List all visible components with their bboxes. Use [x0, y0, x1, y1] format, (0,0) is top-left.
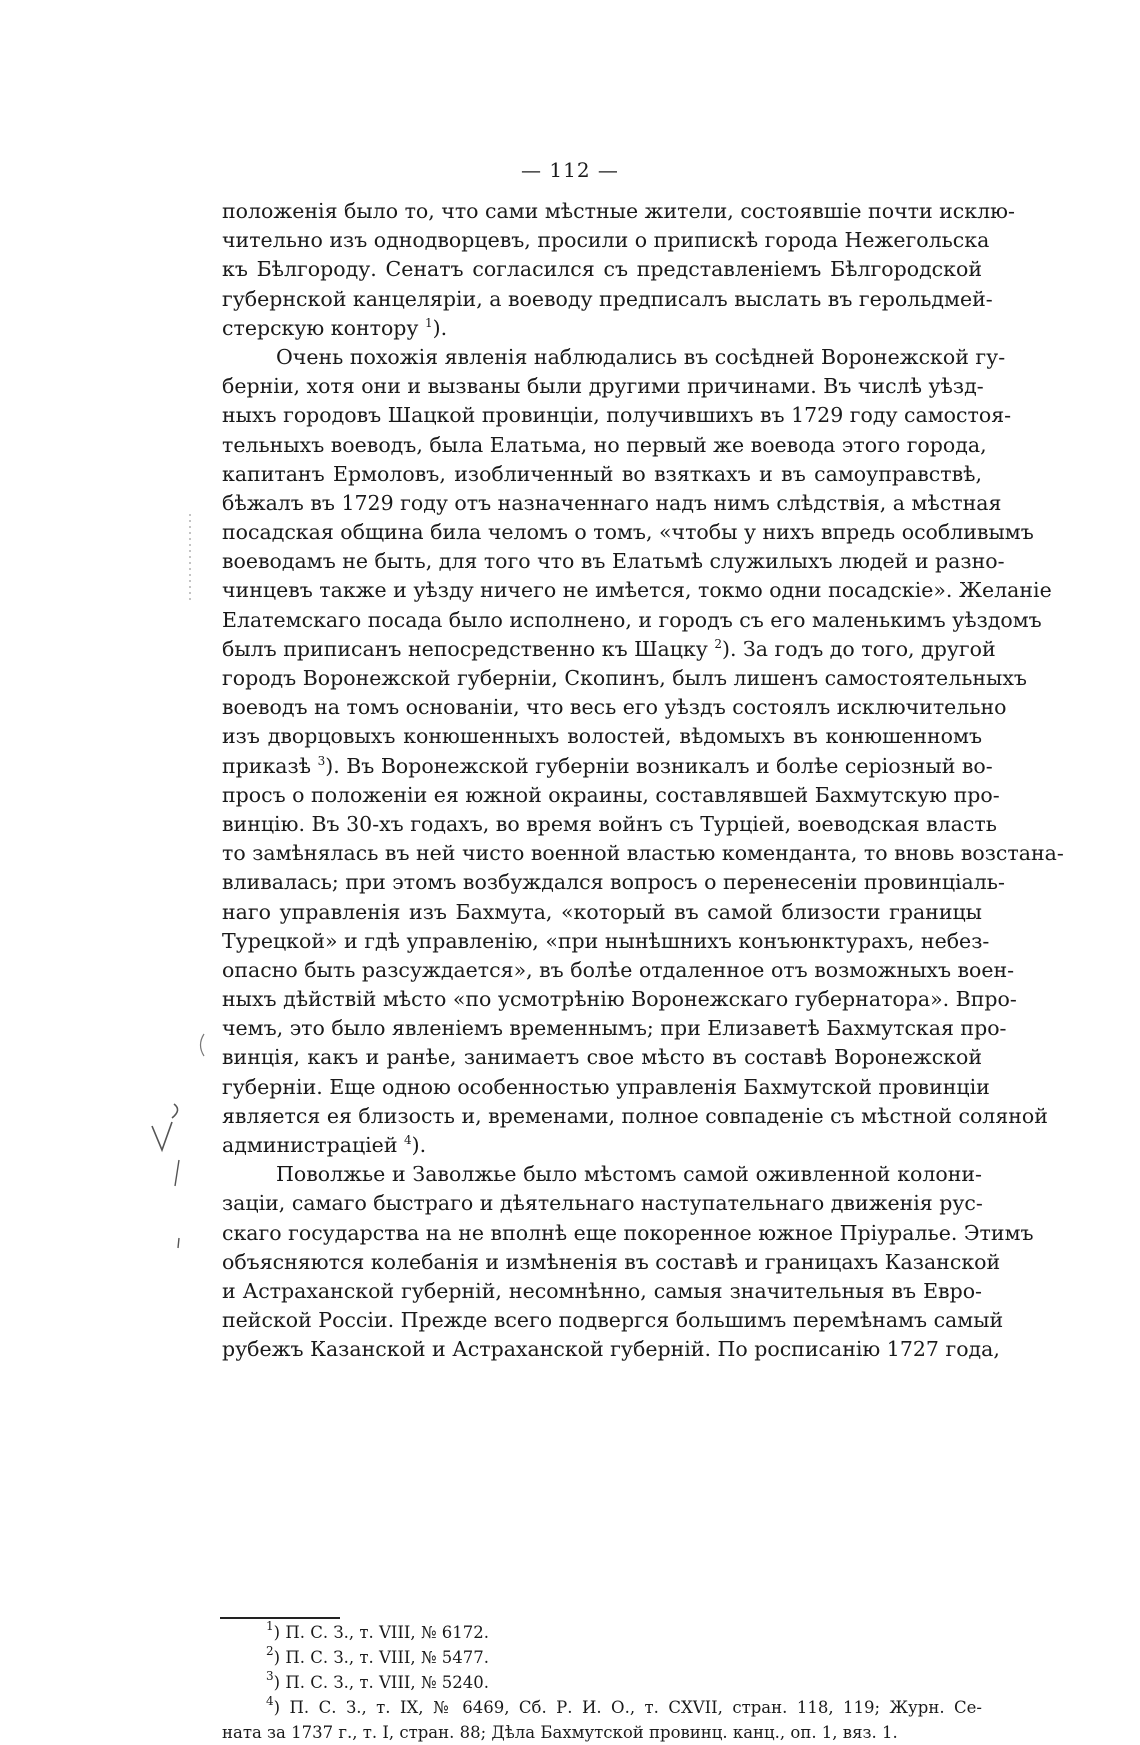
text-line — [222, 752, 993, 781]
text-line: и Астраханской губерній, несомнѣнно, самыя значительныя въ Евро- — [222, 1278, 982, 1303]
text-line: опасно быть разсуждается», въ болѣе отдаленное отъ возможныхъ воен- — [222, 957, 1015, 982]
text-line: ныхъ городовъ Шацкой провинціи, получившихъ въ 1729 году самостоя- — [222, 403, 1012, 428]
text-line — [222, 1131, 982, 1160]
margin-parenthesis-mark — [196, 1032, 206, 1058]
text-line: ныхъ дѣйствій мѣсто «по усмотрѣнію Воронежскаго губернатора». Впро- — [222, 987, 1017, 1012]
text-line: положенія было то, что сами мѣстные жители, состоявшіе почти исклю- — [222, 199, 1015, 223]
text-line: бѣжалъ въ 1729 году отъ назначеннаго надъ нимъ слѣдствія, а мѣстная — [222, 490, 1002, 515]
text-line: заціи, самаго быстраго и дѣятельнаго наступательнаго движенія рус- — [222, 1191, 983, 1216]
text-line: скаго государства на не вполнѣ еще покоренное южное Пріуралье. Этимъ — [222, 1220, 1034, 1245]
footnote-3 — [222, 1670, 982, 1695]
footnote-mark: 1 — [266, 1619, 274, 1633]
text-line: посадская община била челомъ о томъ, «чтобы у нихъ впредь особливымъ — [222, 520, 1034, 545]
text-fragment: ). За годъ до того, другой — [722, 636, 996, 661]
text-line: воеводъ на томъ основаніи, что весь его уѣздъ состоялъ исключительно — [222, 695, 1007, 720]
footnote-ref-2[interactable]: 2 — [714, 636, 722, 651]
text-line: тельныхъ воеводъ, была Елатьма, но первый же воевода этого города, — [222, 432, 987, 457]
text-line: капитанъ Ермоловъ, изобличенный во взяткахъ и въ самоуправствѣ, — [222, 461, 982, 486]
footnote-text: ) П. С. З., т. VIII, № 5240. — [273, 1673, 490, 1692]
text-line: къ Бѣлгороду. Сенатъ согласился съ представленіемъ Бѣлгородской — [222, 257, 982, 282]
text-line — [222, 635, 996, 664]
footnote-ref-4[interactable]: 4 — [404, 1133, 412, 1147]
text-fragment: администраціей — [222, 1133, 398, 1157]
text-line: губернской канцеляріи, а воеводу предписалъ выслать въ герольдмей- — [222, 286, 993, 311]
footnote-mark: 3 — [266, 1669, 274, 1683]
footnote-text: ) П. С. З., т. VIII, № 6172. — [273, 1623, 490, 1642]
text-line: винція, какъ и ранѣе, занимаетъ свое мѣсто въ составѣ Воронежской — [222, 1045, 982, 1070]
text-fragment: приказѣ — [222, 753, 312, 778]
text-line: рубежъ Казанской и Астраханской губерній. По росписанію 1727 года, — [222, 1337, 1000, 1362]
text-line: чемъ, это было явленіемъ временнымъ; при Елизаветѣ Бахмутская про- — [222, 1016, 1007, 1041]
margin-dot-mark — [176, 1236, 182, 1250]
footnote-ref-1[interactable]: 1 — [425, 315, 433, 330]
footnote-ref-3[interactable]: 3 — [317, 753, 326, 768]
margin-checkmark — [148, 1100, 188, 1160]
footnote-text: ) П. С. З., т. IX, № 6469, Сб. Р. И. О., т. CXVII, стран. 118, 119; Журн. Се- — [273, 1698, 982, 1717]
text-line: то замѣнялась въ ней чисто военной властью коменданта, то вновь возстана- — [222, 841, 1064, 866]
page-number: — 112 — — [521, 158, 619, 182]
text-line: объясняются колебанія и измѣненія въ составѣ и границахъ Казанской — [222, 1249, 1001, 1274]
footnote-mark: 4 — [266, 1694, 274, 1708]
text-fragment: ). — [411, 1133, 427, 1157]
text-line: берніи, хотя они и вызваны были другими причинами. Въ числѣ уѣзд- — [222, 374, 984, 399]
footnote-text: ) П. С. З., т. VIII, № 5477. — [273, 1648, 490, 1667]
text-line: городъ Воронежской губерніи, Скопинъ, былъ лишенъ самостоятельныхъ — [222, 666, 1027, 690]
footnote-separator — [220, 1617, 340, 1619]
text-line: просъ о положеніи ея южной окраины, составлявшей Бахмутскую про- — [222, 782, 1000, 807]
text-line: винцію. Въ 30-хъ годахъ, во время войнъ съ Турціей, воеводская власть — [222, 811, 997, 836]
footnote-1 — [222, 1620, 982, 1645]
footnote-4-continuation: ната за 1737 г., т. I, стран. 88; Дѣла Бахмутской провинц. канц., оп. 1, вяз. 1. — [222, 1723, 898, 1742]
text-fragment: былъ приписанъ непосредственно къ Шацку — [222, 636, 708, 661]
text-line: Турецкой» и гдѣ управленію, «при нынѣшнихъ конъюнктурахъ, небез- — [222, 928, 990, 953]
text-line: вливалась; при этомъ возбуждался вопросъ о перенесеніи провинціаль- — [222, 870, 1005, 895]
footnote-4 — [222, 1695, 982, 1720]
text-line: изъ дворцовыхъ конюшенныхъ волостей, вѣдомыхъ въ конюшенномъ — [222, 724, 982, 749]
text-line: губерніи. Еще одною особенностью управленія Бахмутской провинціи — [222, 1074, 990, 1099]
text-line: Елатемскаго посада было исполнено, и городъ съ его маленькимъ уѣздомъ — [222, 607, 1042, 632]
text-fragment: ). — [432, 315, 448, 340]
text-line: воеводамъ не быть, для того что въ Елатьмѣ служилыхъ людей и разно- — [222, 549, 1005, 574]
text-fragment: стерскую контору — [222, 315, 419, 340]
text-line: наго управленія изъ Бахмута, «который въ самой близости границы — [222, 899, 982, 924]
text-fragment: ). Въ Воронежской губерніи возникалъ и болѣе серіозный во- — [325, 753, 993, 778]
text-line: чинцевъ также и уѣзду ничего не имѣется, токмо одни посадскіе». Желаніе — [222, 578, 1052, 603]
footnote-mark: 2 — [266, 1644, 274, 1658]
margin-tick-mark — [172, 1158, 182, 1188]
text-line: пейской Россіи. Прежде всего подвергся большимъ перемѣнамъ самый — [222, 1308, 1004, 1333]
text-line: Поволжье и Заволжье было мѣстомъ самой оживленной колони- — [276, 1162, 982, 1187]
text-line: Очень похожія явленія наблюдались въ сосѣдней Воронежской гу- — [276, 344, 1006, 369]
footnotes — [222, 1620, 982, 1745]
footnote-2 — [222, 1645, 982, 1670]
text-line: является ея близость и, временами, полное совпаденіе съ мѣстной соляной — [222, 1103, 1048, 1128]
text-line — [222, 314, 982, 343]
body-text — [222, 197, 1064, 1365]
margin-bracket-mark — [184, 512, 196, 602]
text-line: чительно изъ однодворцевъ, просили о припискѣ города Нежегольска — [222, 228, 990, 253]
